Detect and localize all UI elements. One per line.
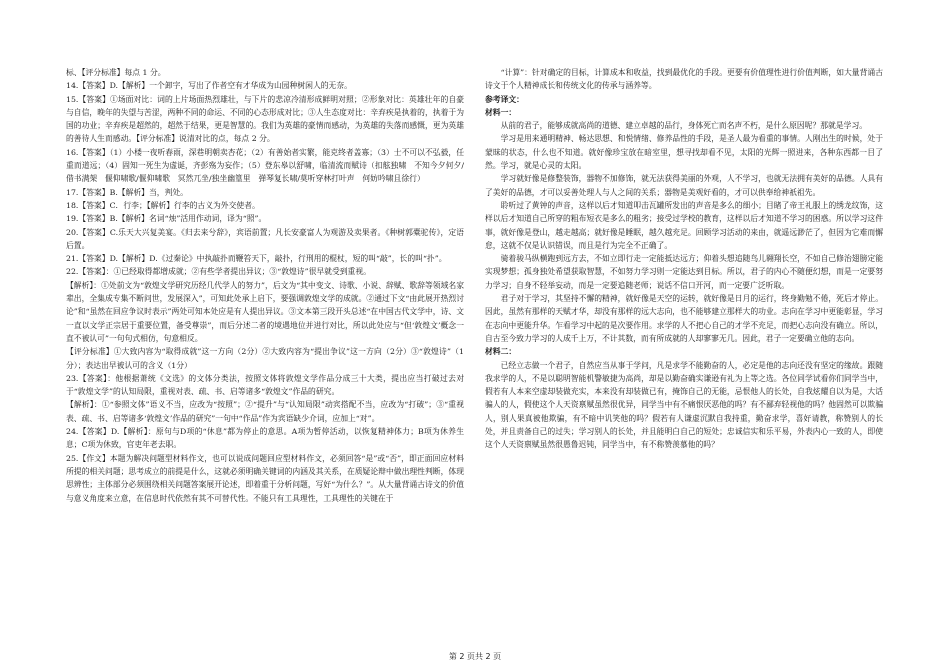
answer-paragraph: 17.【答案】B.【解析】当，判处。 [66,187,188,197]
translation-paragraph: 从前的君子，能够成就高尚的道德、建立卓越的品行，身体死亡而名声不朽，是什么原因呢？那就是学习。 [500,121,868,131]
answer-paragraph: 16.【答案】（1）小楼一夜听春雨，深巷明朝卖杏花；（2）有善始者实繁，能克终者盖寡；（3）士不可以不弘毅，任重而道远；（4）固知一死生为虚诞，齐彭殇为妄作；（5）登东皋以舒啸，临清流而赋诗（扣舷独啸 不知今夕何夕/借书满架 偃仰啸歌/偃仰啸歌 冥然兀坐/独坐幽篁里 弹琴复长啸/莫听穿林打叶声 何妨吟啸且徐行） [66,147,464,184]
translation-paragraph: 学习就好像是修整装饰，器物不加修饰，就无法获得美丽的外观，人不学习，也就无法拥有美好的品德。人具有了美好的品德，才可以妥善处理人与人之间的关系；器物是美观好看的，才可以供奉给神祇祖先。 [485,174,883,197]
answer-paragraph: 24.【答案】D.【解析】：原句与D项的“休息”都为停止的意思。A项为暂停活动，以恢复精神体力；B项为休养生息；C项为休致，官吏年老去职。 [66,427,464,450]
page-footer: 第 2 页共 2 页 [448,652,502,661]
section-heading: 参考译文： [485,94,524,104]
translation-paragraph: “计算”：针对确定的目标，计算成本和收益，找到最优化的手段。更要有价值理性进行价值判断，如大量背诵古诗文于个人精神成长和传统文化的传承与涵养等。 [485,68,883,91]
translation-paragraph: 君子对于学习，其坚持不懈的精神，就好像是天空的运转，就好像是日月的运行，终身勤勉不倦，死后才停止。因此，虽然有那样的天赋才华，却没有那样的远大志向，也不能够建立那样大的功业。志向在学习中更能彰显，学习在志向中更能升华。乍看学习中起的是次要作用。求学的人不把心自己的才学不充足，而把心志向没有确立。所以，自古至今致力学习的人成千上万，不计其数，而有所成就的人却寥寥无几。因此，君子一定要确立他的志向。 [485,294,883,343]
answer-paragraph: 20.【答案】C.乐天大兴复美宴。《归去来兮辞》，宾语前置；凡长安豪富人为观游及卖果者。《种树郭橐驼传》，定语后置。 [66,227,464,250]
answer-paragraph: 19.【答案】B.【解析】名词“烛”活用作动词，译为“照”。 [66,214,267,224]
answer-paragraph: 14.【答案】D.【解析】一个卸字，写出了作者空有才华成为山园种树闲人的无奈。 [66,81,352,91]
answer-paragraph: 25.【作文】本题为解决问题型材料作文，也可以说成问题回应型材料作文，必须回答“是”或“否”，即正面回应材料所提的相关问题；思考成立的前提是什么，这就必须明确关键词的内涵及其关系，在质疑论辩中做出理性判断，体现思辨性；主体部分必须围绕相关问题答案展开论述，即着重于分析问题，写好“为什么？”。从大量背诵古诗文的价值与意义角度来立意，在信息时代依然有其不可替代性。不能只有工具理性，工具理性的关键在于 [66,453,464,503]
translation-paragraph: 学习是用来通明精神、畅达思想、和悦情绪、修养品性的手段，是圣人最为看重的事情。人刚出生的时候，处于蒙昧的状态，什么也不知道。就好像珍宝放在暗室里，想寻找却看不见，太阳的光辉一照进来，各种东西都一目了然。学习，就是心灵的太阳。 [485,134,883,171]
answer-paragraph: 15.【答案】①场面对比：词的上片场面热烈雄壮，与下片的悲凉冷清形成鲜明对照；②形象对比：英雄壮年的自豪与自信，晚年的失望与苦涩，两种不同的命运、不同的心态形成对比；③人生态度对比：辛弃疾是执着的，执着于为国的功业；辛弃疾是超然的，超然于结果，更是智慧的。我们为英雄的豪情而感动，为英雄的失落而感慨，更为英雄的善待人生而感动。【评分标准】说清对比的点，每点 2 分。 [66,94,464,144]
answer-paragraph: 22.【答案】：①已经取得都增成就；②有些学者提出异议；③“敦煌诗”很早就受到重视。 [66,267,371,277]
answer-paragraph: 18.【答案】C．行李；【解析】行李的古义为外交使者。 [66,200,260,210]
right-column [485,66,883,452]
answer-paragraph: 21.【答案】D.【解析】D.《过秦论》中执敲扑而鞭笞天下，敲扑，行刑用的棍杖，短的叫“敲”，长的叫“扑”。 [66,254,447,264]
answer-paragraph: 标、【评分标准】每点 1 分。 [66,68,166,77]
translation-paragraph: 骑着骏马纵横跑到远方去，不如立即行走一定能抵达远方；仰着头想追随鸟儿翱翔长空，不如自己修治翅膀定能实现梦想；孤身独处希望获取智慧，不如努力学习则一定能达到目标。所以，君子的内心不随便幻想，而是一定要努力学习；自身不轻举妄动，而是一定要追随老师；说话不信口开河，而一定要广泛听取。 [485,254,883,290]
translation-paragraph: 已经立志做一个君子，自然应当从事于学问，凡是求学不能勤奋的人，必定是他的志向还没有坚定的缘故。跟随我求学的人，不是以聪明智能机警敏捷为高尚，却是以勤奋确实谦逊有礼为上等之选。各位同学试看你们同学当中，假若有人本来空虚却装做充实，本来没有却装做已有，掩饰自己的无能，忌恨他人的长处，自我炫耀自以为是，大话骗人的人，假使这个人天资禀赋虽然很优异，同学当中有不痛恨厌恶他的吗？有不鄙弃轻视他的吗？他固然可以欺骗人，别人果真被他欺骗，有不暗中讥笑他的吗？假若有人谦虚沉默自我持重，勤奋求学，喜好请教，称赞别人的长处，并且责备自己的过失；学习别人的长处，并且能明白自己的短处；忠诚信实和乐平易，外表内心一致的人，即使这个人天资禀赋虽然很愚鲁迟钝，同学当中，有不称赞羡慕他的吗？ [485,360,883,450]
answer-paragraph: 23.【答案】：他根据萧统《文选》的文体分类法，按照文体将敦煌文学作品分成三十大类，提出应当打破过去对于“敦煌文学”的认知局限，重视对表、疏、书、启等诸多“敦煌文”作品的研究。 [66,373,464,397]
answer-paragraph: 【解析】：①“参照文体”语义不当，应改为“按照”；②“提升”与“认知局限”动宾搭配不当，应改为“打破”；③“重视表、疏、书、启等诸多‘敦煌文’作品的研究”一句中“作品”作为宾语缺少介词，应加上“对”。 [66,400,464,423]
translation-paragraph: 聆听过了黄钟的声音，这样以后才知道叩击瓦罐所发出的声音是多么的细小；目睹了帝王礼服上的绣龙纹饰，这样以后才知道自己所穿的粗布短衣是多么的粗劣；接受过学校的教育，这样以后才知道不学习的困惑。所以学习这件事，就好像是登山，越走越高；就好像是睡眠，越久越充足。回顾学习活动的来由，就遥远渺茫了，但因为它难而懈怠，这就不仅是认识错误，而且是行为完全不正确了。 [485,200,883,250]
section-heading: 材料一： [485,107,517,117]
section-heading: 材料二： [485,347,517,357]
left-column [66,66,464,505]
answer-paragraph: 【评分标准】①大致内容为“取得成就”这一方向（2分）②大致内容为“提出争议”这一方向（2分）③“敦煌诗”（1分）；表达出早被认可的含义（1分） [66,347,464,370]
answer-paragraph: 【解析】：①处前文为“敦煌文学研究历经几代学人的努力”，后文为“其中变文、诗歌、小说、辞赋、歌辞等领域名家辈出，全集成专集不断问世，发展深入”，可知此处承上启下，要强调敦煌文学的成就。②通过下文“由此展开热烈讨论”和“虽然在回应争议时表示”两处可知本处应是有人提出异议。③文本第三段开头总述“在中国古代文学中，诗、文一直以文学正宗居于重要位置，备受尊崇”，而后分述二者的境遇地位并进行对比，所以此处应与“但‘敦煌文’概念一直不被认可”一句句式相仿，句意相反。 [66,280,464,343]
